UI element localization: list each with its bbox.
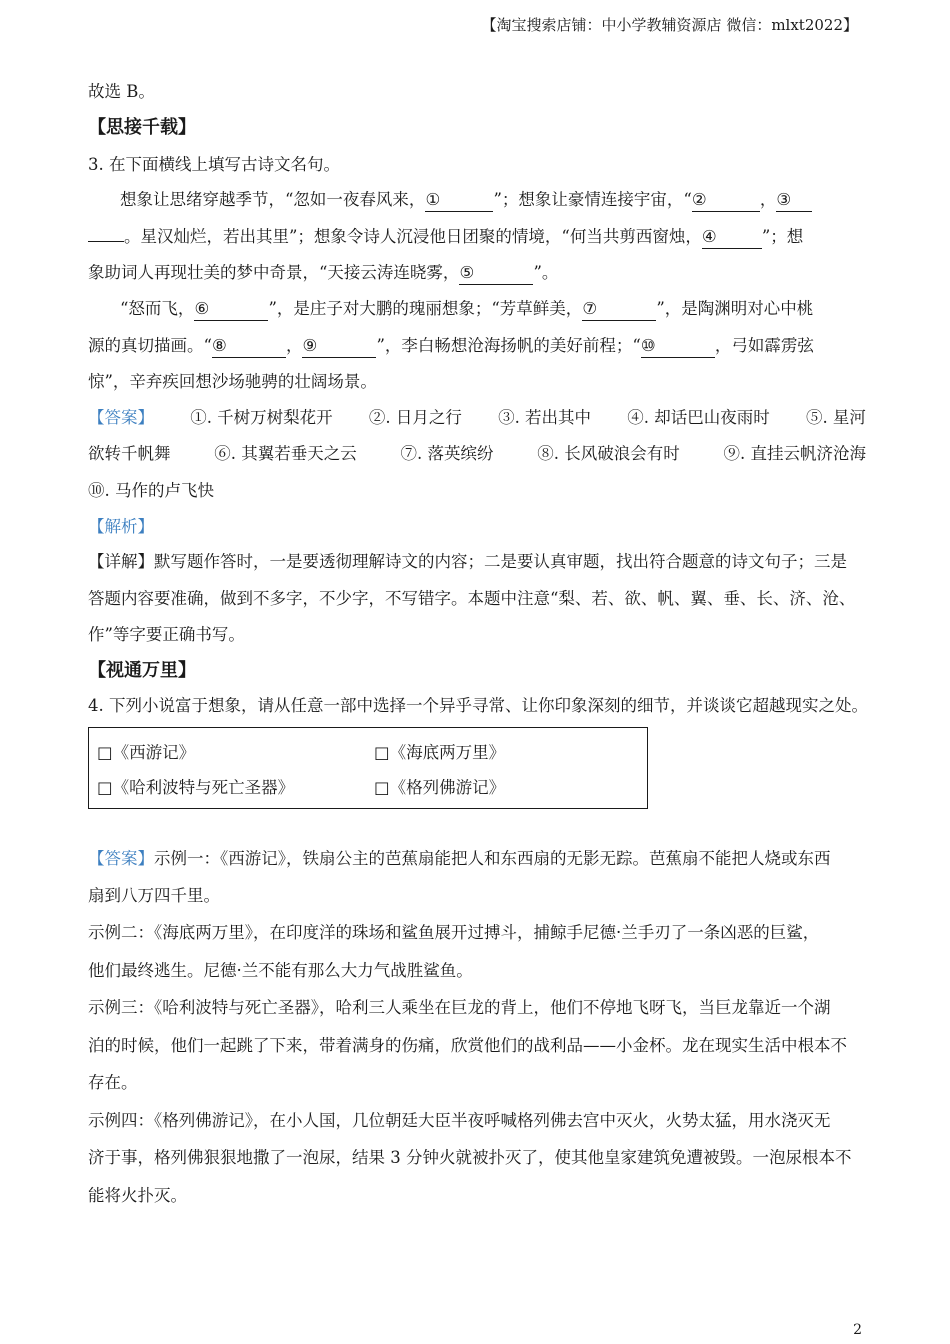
text: ”，是庄子对大鹏的瑰丽想象；“芳草鲜美， xyxy=(268,299,583,318)
blank-3-cont xyxy=(88,241,124,242)
answer-item: ④. 却话巴山夜雨时 xyxy=(627,408,770,427)
text: ”。 xyxy=(533,263,559,282)
blank-3: ③ xyxy=(776,189,812,212)
answer-line: 示例四：《格列佛游记》，在小人国，几位朝廷大臣半夜呼喊格列佛去宫中灭火，火势太猛，用水浇灭无 xyxy=(88,1111,831,1130)
text: ”，是陶渊明对心中桃 xyxy=(656,299,814,318)
text: 示例一：《西游记》，铁扇公主的芭蕉扇能把人和东西扇的无影无踪。芭蕉扇不能把人烧或东西 xyxy=(154,849,831,868)
blank-5: ⑤ xyxy=(459,262,533,285)
answer-item: ⑨. 直挂云帆济沧海 xyxy=(723,444,866,463)
blank-7: ⑦ xyxy=(582,298,656,321)
text: 想象让思绪穿越季节，“忽如一夜春风来， xyxy=(120,190,426,209)
poem-paragraph-line: 源的真切描画。“⑧ ，⑨ ”，李白畅想沧海扬帆的美好前程；“⑩ ，弓如霹雳弦 xyxy=(88,335,866,358)
blank-4: ④ xyxy=(702,226,762,249)
answer-line: 他们最终逃生。尼德·兰不能有那么大力气战胜鲨鱼。 xyxy=(88,961,473,980)
question-4: 4. 下列小说富于想象，请从任意一部中选择一个异乎寻常、让你印象深刻的细节，并谈谈它超越现实之处。 xyxy=(88,696,868,715)
answer-item: ⑤. 星河 xyxy=(805,408,866,427)
answer-line xyxy=(88,848,866,870)
answer-line: 存在。 xyxy=(88,1073,138,1092)
answer-line: 济于事，格列佛狠狠地撒了一泡尿，结果 3 分钟火就被扑灭了，使其他皇家建筑免遭被毁。一泡尿根本不 xyxy=(88,1148,852,1167)
answer-item: 欲转千帆舞 xyxy=(88,444,171,463)
page-header: 【淘宝搜索店铺：中小学教辅资源店 微信：mlxt2022】 xyxy=(481,16,858,34)
text: 。星汉灿烂，若出其里”；想象令诗人沉浸他日团聚的情境，“何当共剪西窗烛， xyxy=(124,227,702,246)
blank-6: ⑥ xyxy=(194,298,268,321)
options-box xyxy=(88,727,648,809)
poem-paragraph-line: 惊”，辛弃疾回想沙场驰骋的壮阔场景。 xyxy=(88,372,377,391)
analysis-tag: 【解析】 xyxy=(88,517,154,536)
answer-tag: 【答案】 xyxy=(88,849,154,868)
blank-10: ⑩ xyxy=(641,335,715,358)
text: ”，李白畅想沧海扬帆的美好前程；“ xyxy=(376,336,641,355)
text: 默写题作答时，一是要透彻理解诗文的内容；二是要认真审题，找出符合题意的诗文句子；三是 xyxy=(154,552,847,571)
detail-line: 答题内容要准确，做到不多字，不少字，不写错字。本题中注意“梨、若、欲、帆、翼、垂、长、济、沧、 xyxy=(88,589,856,608)
poem-paragraph-line xyxy=(88,226,866,249)
answer-line: 示例三：《哈利波特与死亡圣器》，哈利三人乘坐在巨龙的背上，他们不停地飞呀飞，当巨龙靠近一个湖 xyxy=(88,998,831,1017)
text: 象助词人再现壮美的梦中奇景，“天接云涛连晓雾， xyxy=(88,263,460,282)
answer-row: ⑩. 马作的卢飞快 xyxy=(88,481,214,500)
answer-line: 扇到八万四千里。 xyxy=(88,886,220,905)
answer-item: ⑧. 长风破浪会有时 xyxy=(537,444,680,463)
text-line: 故选 B。 xyxy=(88,82,155,101)
option-haidi: □《海底两万里》 xyxy=(374,743,506,762)
section-heading: 【思接千载】 xyxy=(88,117,196,138)
option-gulliver: □《格列佛游记》 xyxy=(374,778,506,797)
section-heading: 【视通万里】 xyxy=(88,660,196,681)
poem-paragraph-line xyxy=(88,262,866,285)
answer-line: 泊的时候，他们一起跳了下来，带着满身的伤痛，欣赏他们的战利品——小金杯。龙在现实生活中根本不 xyxy=(88,1036,847,1055)
answer-row xyxy=(88,407,866,429)
blank-1: ① xyxy=(425,189,493,212)
question-3: 3. 在下面横线上填写古诗文名句。 xyxy=(88,155,340,174)
text: ，弓如霹雳弦 xyxy=(714,336,814,355)
blank-8: ⑧ xyxy=(212,335,286,358)
detail-line: 作”等字要正确书写。 xyxy=(88,625,245,644)
detail-line xyxy=(88,551,866,573)
text: ”；想象让豪情连接宇宙，“ xyxy=(493,190,692,209)
answer-line: 能将火扑灭。 xyxy=(88,1186,187,1205)
option-harry-potter: □《哈利波特与死亡圣器》 xyxy=(97,778,295,797)
text: 源的真切描画。“ xyxy=(88,336,212,355)
blank-2: ② xyxy=(692,189,760,212)
blank-9: ⑨ xyxy=(302,335,376,358)
answer-tag: 【答案】 xyxy=(88,408,154,427)
detail-tag: 【详解】 xyxy=(88,552,154,571)
answer-row xyxy=(88,443,866,465)
poem-paragraph-line: 想象让思绪穿越季节，“忽如一夜春风来，① ”；想象让豪情连接宇宙，“② ，③ xyxy=(120,189,866,212)
answer-item: ⑥. 其翼若垂天之云 xyxy=(214,444,357,463)
text: ”；想 xyxy=(761,227,804,246)
answer-item: ⑦. 落英缤纷 xyxy=(400,444,494,463)
option-xiyouji: □《西游记》 xyxy=(97,743,196,762)
answer-item: ②. 日月之行 xyxy=(368,408,462,427)
text: “怒而飞， xyxy=(120,299,195,318)
answer-item: ③. 若出其中 xyxy=(498,408,592,427)
page-number: 2 xyxy=(853,1322,862,1338)
answer-line: 示例二：《海底两万里》，在印度洋的珠场和鲨鱼展开过搏斗，捕鲸手尼德·兰手刃了一条凶恶的巨鲨， xyxy=(88,923,820,942)
poem-paragraph-line xyxy=(120,298,866,321)
answer-item: ①. 千树万树梨花开 xyxy=(190,408,333,427)
